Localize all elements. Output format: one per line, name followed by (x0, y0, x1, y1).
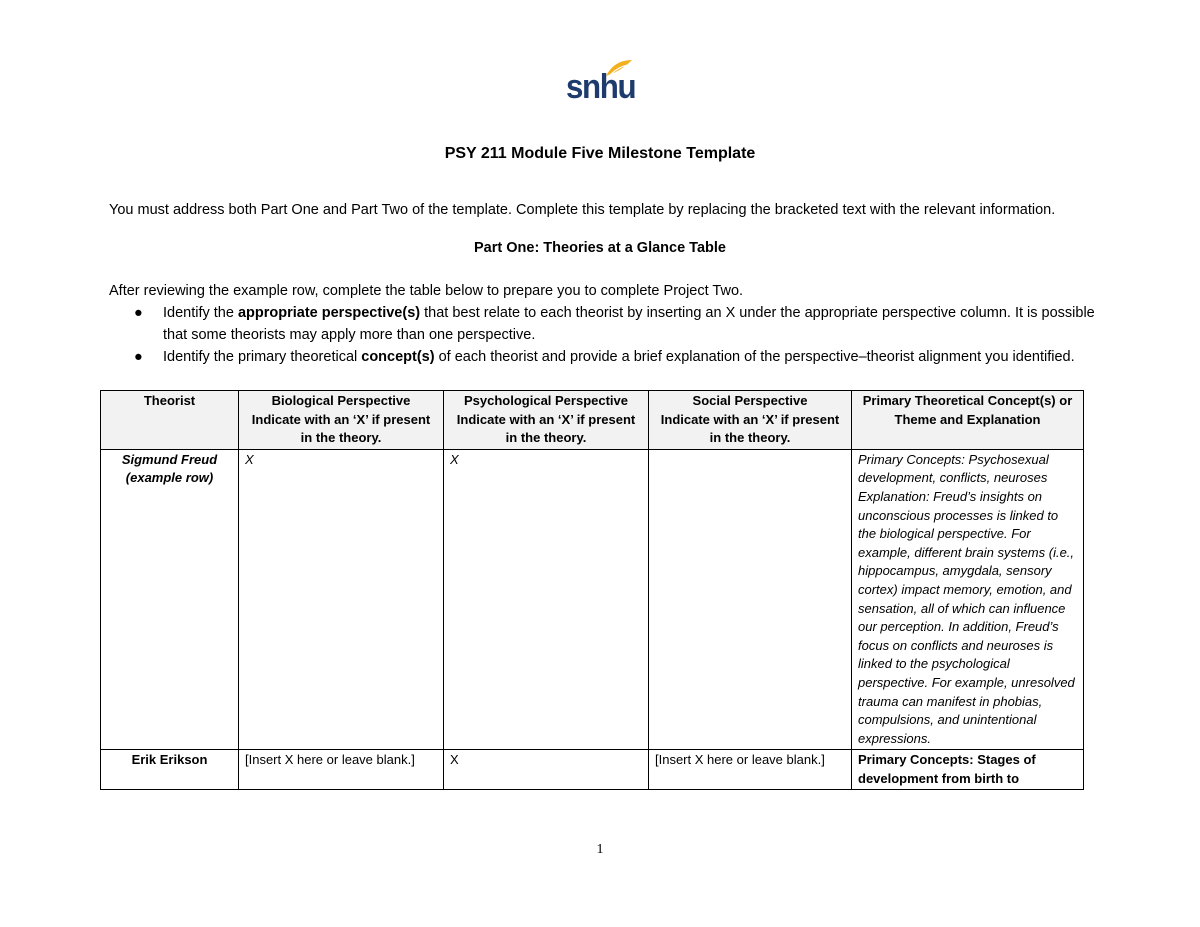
cell-social[interactable]: [Insert X here or leave blank.] (649, 750, 852, 790)
table-row (101, 449, 1084, 750)
list-item: ● Identify the primary theoretical concept(s) of each theorist and provide a brief explanation of the perspective–theorist alignment you identified. (109, 346, 1099, 368)
document-title: PSY 211 Module Five Milestone Template (444, 145, 756, 162)
cell-psychological[interactable]: X (444, 750, 649, 790)
theories-table (100, 390, 1084, 790)
cell-psychological[interactable]: X (444, 449, 649, 750)
table-header-row (101, 391, 1084, 450)
instructions-paragraph: After reviewing the example row, complete the table below to prepare you to complete Project Two. (109, 283, 744, 299)
cell-concepts[interactable]: Primary Concepts: Psychosexual development, conflicts, neuroses Explanation: Freud’s insights on unconscious processes is linked to the biological perspective. For example, different brain systems (i.e., hippocampus, amygdala, sensory cortex) impact memory, emotion, and sensation, all of which can influence our perception. In addition, Freud’s focus on conflicts and neuroses is linked to the psychological perspective. For example, unresolved trauma can manifest in phobias, compulsions, and unintentional expressions. (852, 449, 1084, 750)
list-item: ● Identify the appropriate perspective(s) that best relate to each theorist by inserting an X under the appropriate perspective column. It is possible that some theorists may apply more than one perspective. (109, 302, 1099, 346)
intro-paragraph: You must address both Part One and Part Two of the template. Complete this template by replacing the bracketed text with the relevant information. (109, 202, 1056, 218)
header-social: Social Perspective Indicate with an ‘X’ if present in the theory. (649, 391, 852, 450)
cell-biological[interactable]: [Insert X here or leave blank.] (239, 750, 444, 790)
page-number: 1 (596, 842, 604, 857)
header-theorist: Theorist (101, 391, 239, 450)
cell-social[interactable] (649, 449, 852, 750)
instruction-list (109, 302, 1099, 368)
bullet-icon: ● (134, 349, 143, 365)
header-biological: Biological Perspective Indicate with an ‘X’ if present in the theory. (239, 391, 444, 450)
cell-theorist: Sigmund Freud (example row) (101, 449, 239, 750)
logo-wordmark: snhu (566, 68, 636, 106)
header-concepts: Primary Theoretical Concept(s) or Theme and Explanation (852, 391, 1084, 450)
part-one-heading: Part One: Theories at a Glance Table (474, 240, 726, 256)
cell-theorist: Erik Erikson (101, 750, 239, 790)
header-psychological: Psychological Perspective Indicate with an ‘X’ if present in the theory. (444, 391, 649, 450)
bullet-icon: ● (134, 305, 143, 321)
table-row (101, 750, 1084, 790)
snhu-logo (566, 58, 634, 104)
cell-biological[interactable]: X (239, 449, 444, 750)
cell-concepts[interactable]: Primary Concepts: Stages of development from birth to (852, 750, 1084, 790)
